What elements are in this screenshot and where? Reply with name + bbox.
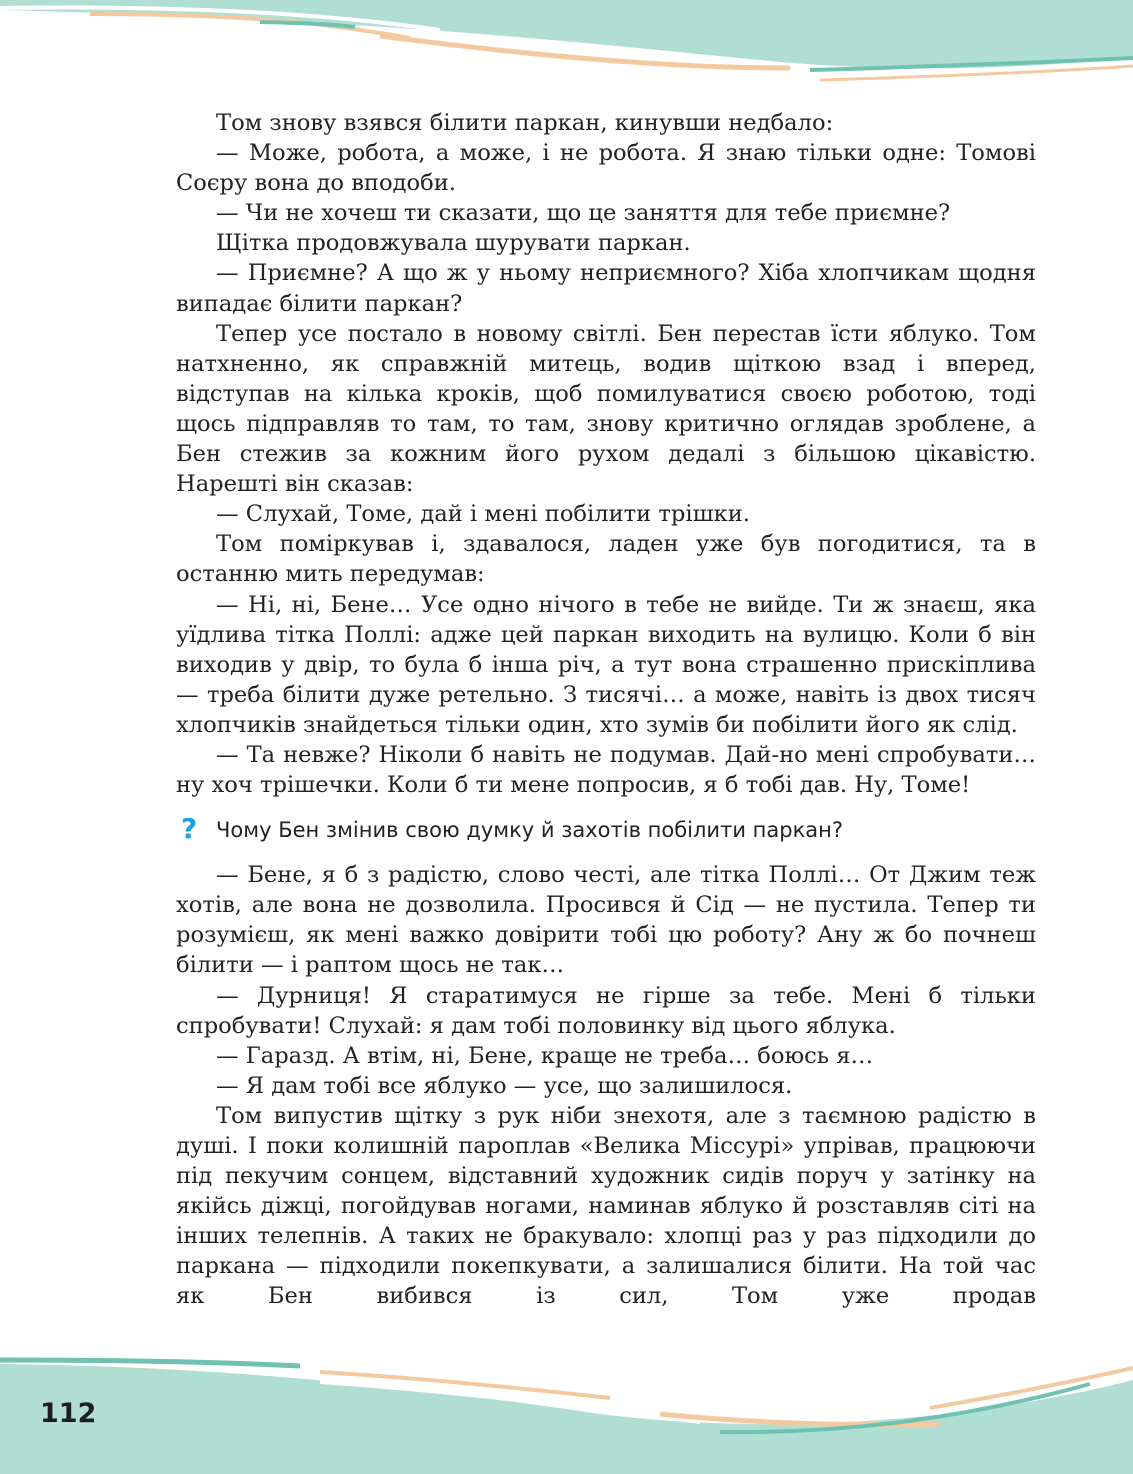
bottom-decorative-wave (0, 1354, 1133, 1474)
paragraph: — Бене, я б з радістю, слово честі, але тітка Поллі… От Джим теж хотів, але вона не дозволила. Просився й Сід — не пустила. Тепер ти розумієш, як мені важко довірити тобі цю роботу? Ану ж бо почнеш білити — і раптом щось не так… (176, 862, 1036, 979)
paragraph: Том поміркував і, здавалося, ладен уже був погодитися, та в останню мить передумав: (176, 531, 1036, 588)
page-number: 112 (40, 1398, 97, 1429)
paragraph: — Та невже? Ніколи б навіть не подумав. Дай-но мені спробувати… ну хоч трішечки. Коли б ти мене попросив, я б тобі дав. Ну, Томе! (176, 741, 1036, 799)
top-decorative-wave (0, 0, 1133, 110)
paragraph: — Ні, ні, Бене… Усе одно нічого в тебе не вийде. Ти ж знаєш, яка уїдлива тітка Поллі: адже цей паркан виходить на вулицю. Коли б він виходив у двір, то була б інша річ, а тут вона страшенно прискіплива — треба білити дуже ретельно. З тисячі… а може, навіть із двох тисяч хлопчиків знайдеться тільки один, хто зумів би побілити його як слід. (176, 591, 1036, 738)
question-mark-icon: ? (181, 812, 198, 846)
paragraph: Том знову взявся білити паркан, кинувши недбало: (216, 110, 834, 136)
paragraph: Тепер усе постало в новому світлі. Бен перестав їсти яблуко. Том натхненно, як справжній митець, водив щіткою взад і вперед, відступав на кілька кроків, щоб помилуватися своєю роботою, тоді щось підправляв то там, то там, знову критично оглядав зроблене, а Бен стежив за кожним його рухом дедалі з більшою цікавістю. Нарешті він сказав: (176, 320, 1036, 498)
question-block (176, 812, 1036, 846)
paragraph: — Приємне? А що ж у ньому неприємного? Хіба хлопчикам щодня випадає білити паркан? (176, 260, 1036, 317)
paragraph: — Може, робота, а може, і не робота. Я знаю тільки одне: Томові Соєру вона до вподоби. (176, 140, 1036, 197)
paragraph: — Слухай, Томе, дай і мені побілити трішки. (216, 501, 750, 528)
paragraph: Щітка продовжувала шурувати паркан. (216, 230, 691, 257)
paragraph: — Гаразд. А втім, ні, Бене, краще не треба… боюсь я… (216, 1042, 874, 1069)
paragraph: — Чи не хочеш ти сказати, що це заняття для тебе приємне? (216, 200, 951, 227)
page-text (176, 108, 1036, 1312)
question-text: Чому Бен змінив свою думку й захотів побілити паркан? (216, 818, 843, 843)
paragraph: — Дурниця! Я старатимуся не гірше за тебе. Мені б тільки спробувати! Слухай: я дам тобі половинку від цього яблука. (176, 982, 1036, 1039)
paragraph: Том випустив щітку з рук ніби знехотя, але з таємною радістю в душі. І поки колишній пароплав «Велика Міссурі» упрівав, працюючи під пекучим сонцем, відставний художник сидів поруч у затінку на якійсь діжці, погойдував ногами, наминав яблуко й розставляв сіті на інших телепнів. А таких не бракувало: хлопці раз у раз підходили до паркана — підходили покепкувати, а залишалися білити. На той час як Бен вибився із сил, Том уже продав (176, 1102, 1036, 1310)
paragraph: — Я дам тобі все яблуко — усе, що залишилося. (216, 1072, 793, 1099)
